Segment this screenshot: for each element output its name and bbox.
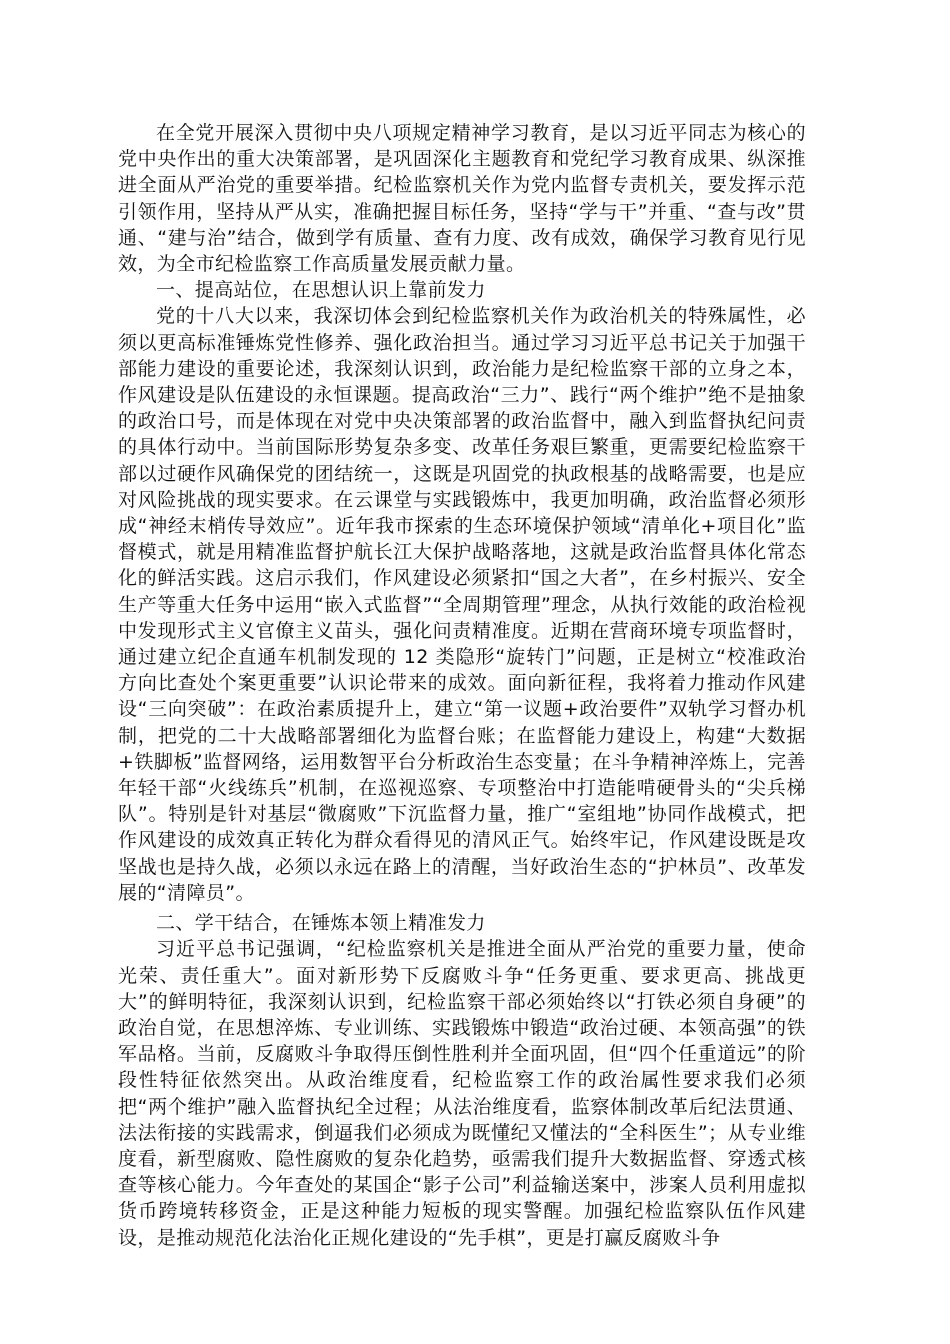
document-body [118,120,806,1251]
section-1-paragraph: 党的十八大以来，我深切体会到纪检监察机关作为政治机关的特殊属性，必须以更高标准锤炼党性修养、强化政治担当。通过学习习近平总书记关于加强干部能力建设的重要论述，我深刻认识到，政治能力是纪检监察干部的立身之本，作风建设是队伍建设的永恒课题。提高政治“三力”、践行“两个维护”绝不是抽象的政治口号，而是体现在对党中央决策部署的政治监督中，融入到监督执纪问责的具体行动中。当前国际形势复杂多变、改革任务艰巨繁重，更需要纪检监察干部以过硬作风确保党的团结统一，这既是巩固党的执政根基的战略需要，也是应对风险挑战的现实要求。在云课堂与实践锻炼中，我更加明确，政治监督必须形成“神经末梢传导效应”。近年我市探索的生态环境保护领域“清单化+项目化”监督模式，就是用精准监督护航长江大保护战略落地，这就是政治监督具体化常态化的鲜活实践。这启示我们，作风建设必须紧扣“国之大者”，在乡村振兴、安全生产等重大任务中运用“嵌入式监督”“全周期管理”理念，从执行效能的政治检视中发现形式主义官僚主义苗头，强化问责精准度。近期在营商环境专项监督时，通过建立纪企直通车机制发现的 12 类隐形“旋转门”问题，正是树立“校准政治方向比查处个案更重要”认识论带来的成效。面向新征程，我将着力推动作风建设“三向突破”：在政治素质提升上，建立“第一议题+政治要件”双轨学习督办机制，把党的二十大战略部署细化为监督台账；在监督能力建设上，构建“大数据+铁脚板”监督网络，运用数智平台分析政治生态变量；在斗争精神淬炼上，完善年轻干部“火线练兵”机制，在巡视巡察、专项整治中打造能啃硬骨头的“尖兵梯队”。特别是针对基层“微腐败”下沉监督力量，推广“室组地”协同作战模式，把作风建设的成效真正转化为群众看得见的清风正气。始终牢记，作风建设既是攻坚战也是持久战，必须以永远在路上的清醒，当好政治生态的“护林员”、改革发展的“清障员”。 [118,305,806,904]
section-heading-2: 二、学干结合，在锤炼本领上精准发力 [156,912,486,935]
section-2-paragraph: 习近平总书记强调，“纪检监察机关是推进全面从严治党的重要力量，使命光荣、责任重大”。面对新形势下反腐败斗争“任务更重、要求更高、挑战更大”的鲜明特征，我深刻认识到，纪检监察干部必须始终以“打铁必须自身硬”的政治自觉，在思想淬炼、专业训练、实践锻炼中锻造“政治过硬、本领高强”的铁军品格。当前，反腐败斗争取得压倒性胜利并全面巩固，但“四个任重道远”的阶段性特征依然突出。从政治维度看，纪检监察工作的政治属性要求我们必须把“两个维护”融入监督执纪全过程；从法治维度看，监察体制改革后纪法贯通、法法衔接的实践需求，倒逼我们必须成为既懂纪又懂法的“全科医生”；从专业维度看，新型腐败、隐性腐败的复杂化趋势，亟需我们提升大数据监督、穿透式核查等核心能力。今年查处的某国企“影子公司”利益输送案中，涉案人员利用虚拟货币跨境转移资金，正是这种能力短板的现实警醒。加强纪检监察队伍作风建设，是推动规范化法治化正规化建设的“先手棋”，更是打赢反腐败斗争 [118,938,806,1249]
intro-paragraph: 在全党开展深入贯彻中央八项规定精神学习教育，是以习近平同志为核心的党中央作出的重大决策部署，是巩固深化主题教育和党纪学习教育成果、纵深推进全面从严治党的重要举措。纪检监察机关作为党内监督专责机关，要发挥示范引领作用，坚持从严从实，准确把握目标任务，坚持“学与干”并重、“查与改”贯通、“建与治”结合，做到学有质量、查有力度、改有成效，确保学习教育见行见效，为全市纪检监察工作高质量发展贡献力量。 [118,122,806,276]
section-heading-1: 一、提高站位，在思想认识上靠前发力 [156,279,486,302]
